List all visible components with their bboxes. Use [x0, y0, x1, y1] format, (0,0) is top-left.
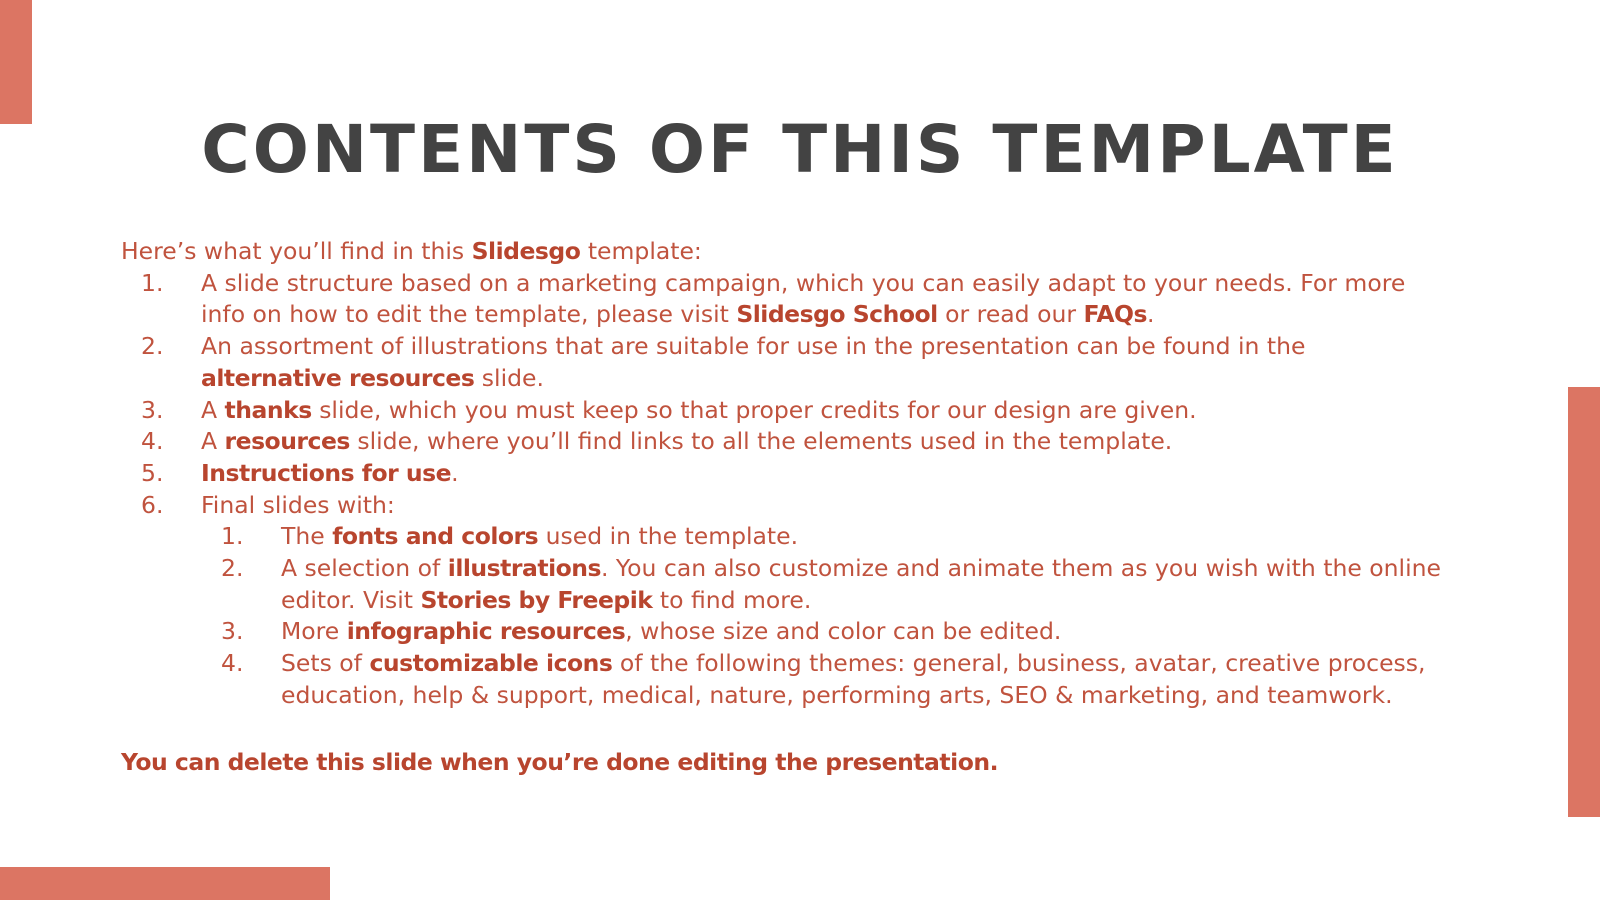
sub-list-item — [121, 553, 1451, 616]
sub-list-item — [121, 616, 1451, 648]
decorative-bar-top-left — [0, 0, 32, 124]
text-segment: . — [1147, 300, 1155, 329]
text-segment: Final slides with: — [201, 490, 395, 519]
text-segment: The — [281, 522, 333, 551]
list-number: 3. — [221, 617, 244, 646]
text-segment: , whose size and color can be edited. — [625, 617, 1062, 646]
slide-body — [121, 236, 1451, 712]
highlight-text: infographic resources — [346, 617, 626, 646]
highlight-text: Stories by Freepik — [420, 585, 653, 614]
sub-list-item — [121, 648, 1451, 711]
text-segment: Here’s what you’ll find in this — [121, 237, 472, 265]
list-item — [121, 490, 1451, 522]
text-segment: slide, which you must keep so that proper credits for our design are given. — [311, 395, 1197, 424]
text-segment: slide, where you’ll find links to all the elements used in the template. — [349, 427, 1173, 456]
contents-list — [121, 268, 1451, 712]
decorative-bar-right — [1568, 387, 1600, 817]
highlight-text: resources — [224, 427, 350, 456]
text-segment: . — [451, 458, 459, 487]
list-item — [121, 395, 1451, 427]
highlight-text: alternative resources — [201, 363, 475, 392]
list-number: 1. — [221, 522, 244, 551]
text-segment: An assortment of illustrations that are suitable for use in the presentation can be found in the — [201, 332, 1306, 361]
list-item — [121, 426, 1451, 458]
list-number: 4. — [221, 649, 244, 678]
list-number: 2. — [141, 332, 164, 361]
text-segment: of the following themes: general, business, avatar, creative process, education, help & support, medical, nature, performing arts, SEO & marketing, and teamwork. — [281, 649, 1426, 709]
highlight-text: illustrations — [447, 554, 601, 583]
text-segment: . You can also customize and animate them as you wish with the online editor. Visit — [281, 554, 1441, 614]
list-number: 3. — [141, 395, 164, 424]
list-number: 5. — [141, 458, 164, 487]
list-item — [121, 331, 1451, 394]
slide-title: CONTENTS OF THIS TEMPLATE — [201, 111, 1399, 188]
highlight-text: Instructions for use — [201, 458, 452, 487]
text-segment: used in the template. — [538, 522, 799, 551]
sub-list-item — [121, 521, 1451, 553]
intro-paragraph — [121, 236, 1451, 268]
list-number: 2. — [221, 554, 244, 583]
text-segment: A — [201, 395, 225, 424]
list-number: 1. — [141, 268, 164, 297]
text-segment: slide. — [474, 363, 544, 392]
text-segment: or read our — [937, 300, 1084, 329]
text-segment: A selection of — [281, 554, 448, 583]
list-number: 6. — [141, 490, 164, 519]
highlight-text: Slidesgo School — [736, 300, 938, 329]
list-number: 4. — [141, 427, 164, 456]
list-item — [121, 458, 1451, 490]
text-segment: to find more. — [652, 585, 812, 614]
text-segment: A slide structure based on a marketing campaign, which you can easily adapt to your needs. For more info on how to edit the template, please visit — [201, 268, 1406, 329]
footer-note: You can delete this slide when you’re done editing the presentation. — [121, 748, 998, 776]
text-segment: Sets of — [281, 649, 370, 678]
highlight-text: customizable icons — [369, 649, 613, 678]
decorative-bar-bottom-left — [0, 867, 330, 900]
highlight-text: Slidesgo — [471, 237, 581, 265]
highlight-text: FAQs — [1083, 300, 1147, 329]
text-segment: A — [201, 427, 225, 456]
text-segment: template: — [580, 237, 702, 265]
highlight-text: fonts and colors — [332, 522, 539, 551]
highlight-text: thanks — [224, 395, 312, 424]
list-item — [121, 268, 1451, 331]
text-segment: More — [281, 617, 347, 646]
